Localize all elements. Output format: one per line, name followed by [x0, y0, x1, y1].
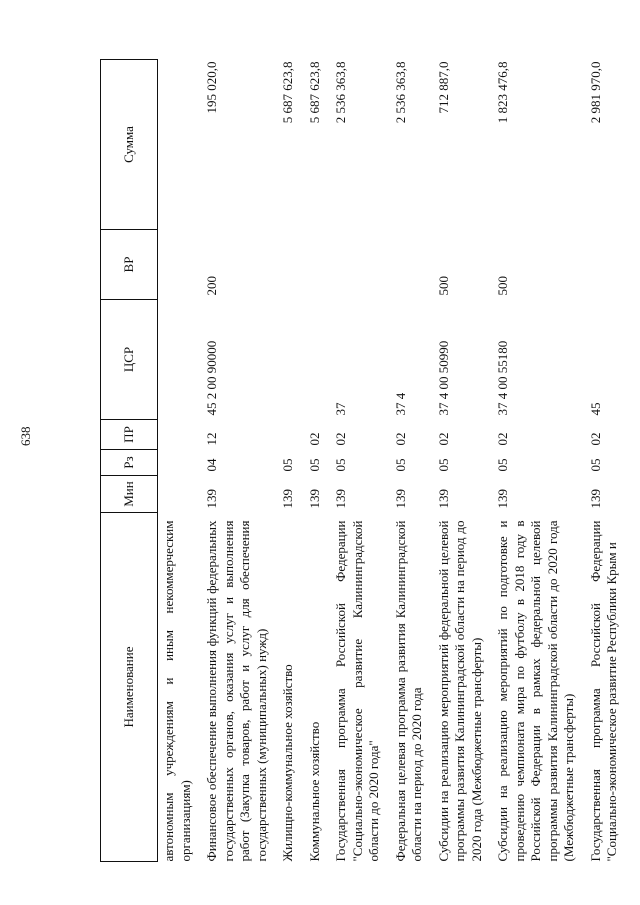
row-vr — [277, 230, 304, 300]
row-vr — [390, 230, 433, 300]
row-min: 139 — [435, 489, 451, 509]
row-rz: 05 — [587, 458, 603, 472]
row-csr: 45 2 00 90000 — [204, 340, 219, 416]
row-rz: 05 — [280, 458, 295, 472]
row-min: 139 — [280, 489, 295, 509]
row-sum: 2 536 363,8 — [392, 61, 408, 124]
row-pr — [158, 420, 202, 450]
row-vr — [330, 230, 390, 300]
row-sum: 1 823 476,8 — [495, 61, 510, 124]
row-name: Финансовое обеспечение выполнения функций федеральных государственных органов, оказания услуг и выполнения работ (Закупка товаров, работ и услуг для обеспечения государственных (муниципальных) нужд) — [204, 520, 269, 862]
row-rz — [158, 450, 202, 476]
table-row — [304, 60, 331, 862]
row-sum: 5 687 623,8 — [280, 61, 295, 124]
row-pr: 02 — [587, 432, 603, 446]
row-rz: 05 — [392, 458, 408, 472]
row-name: Государственная программа Российской Федерации "Социально-экономическое развитие Калининградской области до 2020 года" — [333, 520, 381, 862]
rotated-page-content — [100, 60, 619, 862]
row-csr: 37 4 00 50990 — [435, 340, 451, 416]
row-vr: 200 — [204, 276, 219, 296]
row-name: Субсидии на реализацию мероприятий федеральной целевой программы развития Калининградской области на период до 2020 года (Межбюджетные трансферты) — [435, 520, 484, 862]
row-pr: 02 — [333, 432, 348, 446]
row-sum: 195 020,0 — [204, 61, 219, 114]
row-min: 139 — [333, 489, 348, 509]
row-sum: 712 887,0 — [435, 61, 451, 114]
row-vr: 500 — [435, 276, 451, 296]
table-row — [390, 60, 433, 862]
row-min: 139 — [204, 489, 219, 509]
row-csr — [304, 300, 331, 420]
row-pr: 02 — [435, 432, 451, 446]
row-rz: 05 — [435, 458, 451, 472]
row-name: Субсидии на реализацию мероприятий по подготовке и проведению чемпионата мира по футболу в 2018 году в Российской Федерации в рамках федеральной целевой программы развития Калининградской области до 2020 года (Межбюджетные трансферты) — [495, 520, 576, 862]
row-pr: 02 — [392, 432, 408, 446]
row-csr: 45 — [587, 402, 603, 416]
row-pr — [277, 420, 304, 450]
row-vr — [304, 230, 331, 300]
column-header-vr: ВР — [101, 230, 158, 300]
row-pr: 02 — [306, 432, 322, 446]
row-min — [158, 476, 202, 513]
row-name: Жилищно-коммунальное хозяйство — [280, 664, 295, 862]
table-row — [492, 60, 585, 862]
table-row — [330, 60, 390, 862]
row-csr — [277, 300, 304, 420]
row-rz: 04 — [204, 458, 219, 472]
table-row — [585, 60, 628, 862]
row-rz: 05 — [306, 458, 322, 472]
table-row — [158, 60, 202, 862]
column-header-name: Наименование — [101, 513, 158, 862]
row-csr: 37 4 — [392, 392, 408, 416]
row-rz: 05 — [495, 458, 510, 472]
page-number: 638 — [18, 426, 33, 446]
row-sum: 2 536 363,8 — [333, 61, 348, 124]
table-row — [433, 60, 493, 862]
row-vr — [158, 230, 202, 300]
row-min: 139 — [306, 489, 322, 509]
row-csr: 37 — [333, 402, 348, 416]
row-vr — [585, 230, 628, 300]
row-min: 139 — [587, 489, 603, 509]
row-min: 139 — [495, 489, 510, 509]
row-name: автономным учреждениям и иным некоммерческим организациям) — [161, 520, 193, 862]
row-name: Коммунальное хозяйство — [306, 721, 322, 862]
column-header-min: Мин — [101, 476, 158, 513]
row-csr — [158, 300, 202, 420]
row-sum: 5 687 623,8 — [306, 61, 322, 124]
row-name: Государственная программа Российской Федерации "Социально-экономическое развитие Республики Крым и — [587, 520, 619, 862]
row-csr: 37 4 00 55180 — [495, 340, 510, 416]
budget-table — [100, 59, 628, 862]
row-pr: 12 — [204, 432, 219, 446]
column-header-csr: ЦСР — [101, 300, 158, 420]
column-header-rz: Рз — [101, 450, 158, 476]
table-row — [277, 60, 304, 862]
column-header-sum: Сумма — [101, 60, 158, 230]
row-sum — [158, 60, 202, 230]
row-pr: 02 — [495, 432, 510, 446]
row-min: 139 — [392, 489, 408, 509]
row-sum: 2 981 970,0 — [587, 61, 603, 124]
row-vr: 500 — [495, 276, 510, 296]
table-row — [201, 60, 277, 862]
table-header-row — [101, 60, 158, 862]
row-name: Федеральная целевая программа развития Калининградской области на период до 2020 года — [392, 520, 424, 862]
column-header-pr: ПР — [101, 420, 158, 450]
row-rz: 05 — [333, 458, 348, 472]
